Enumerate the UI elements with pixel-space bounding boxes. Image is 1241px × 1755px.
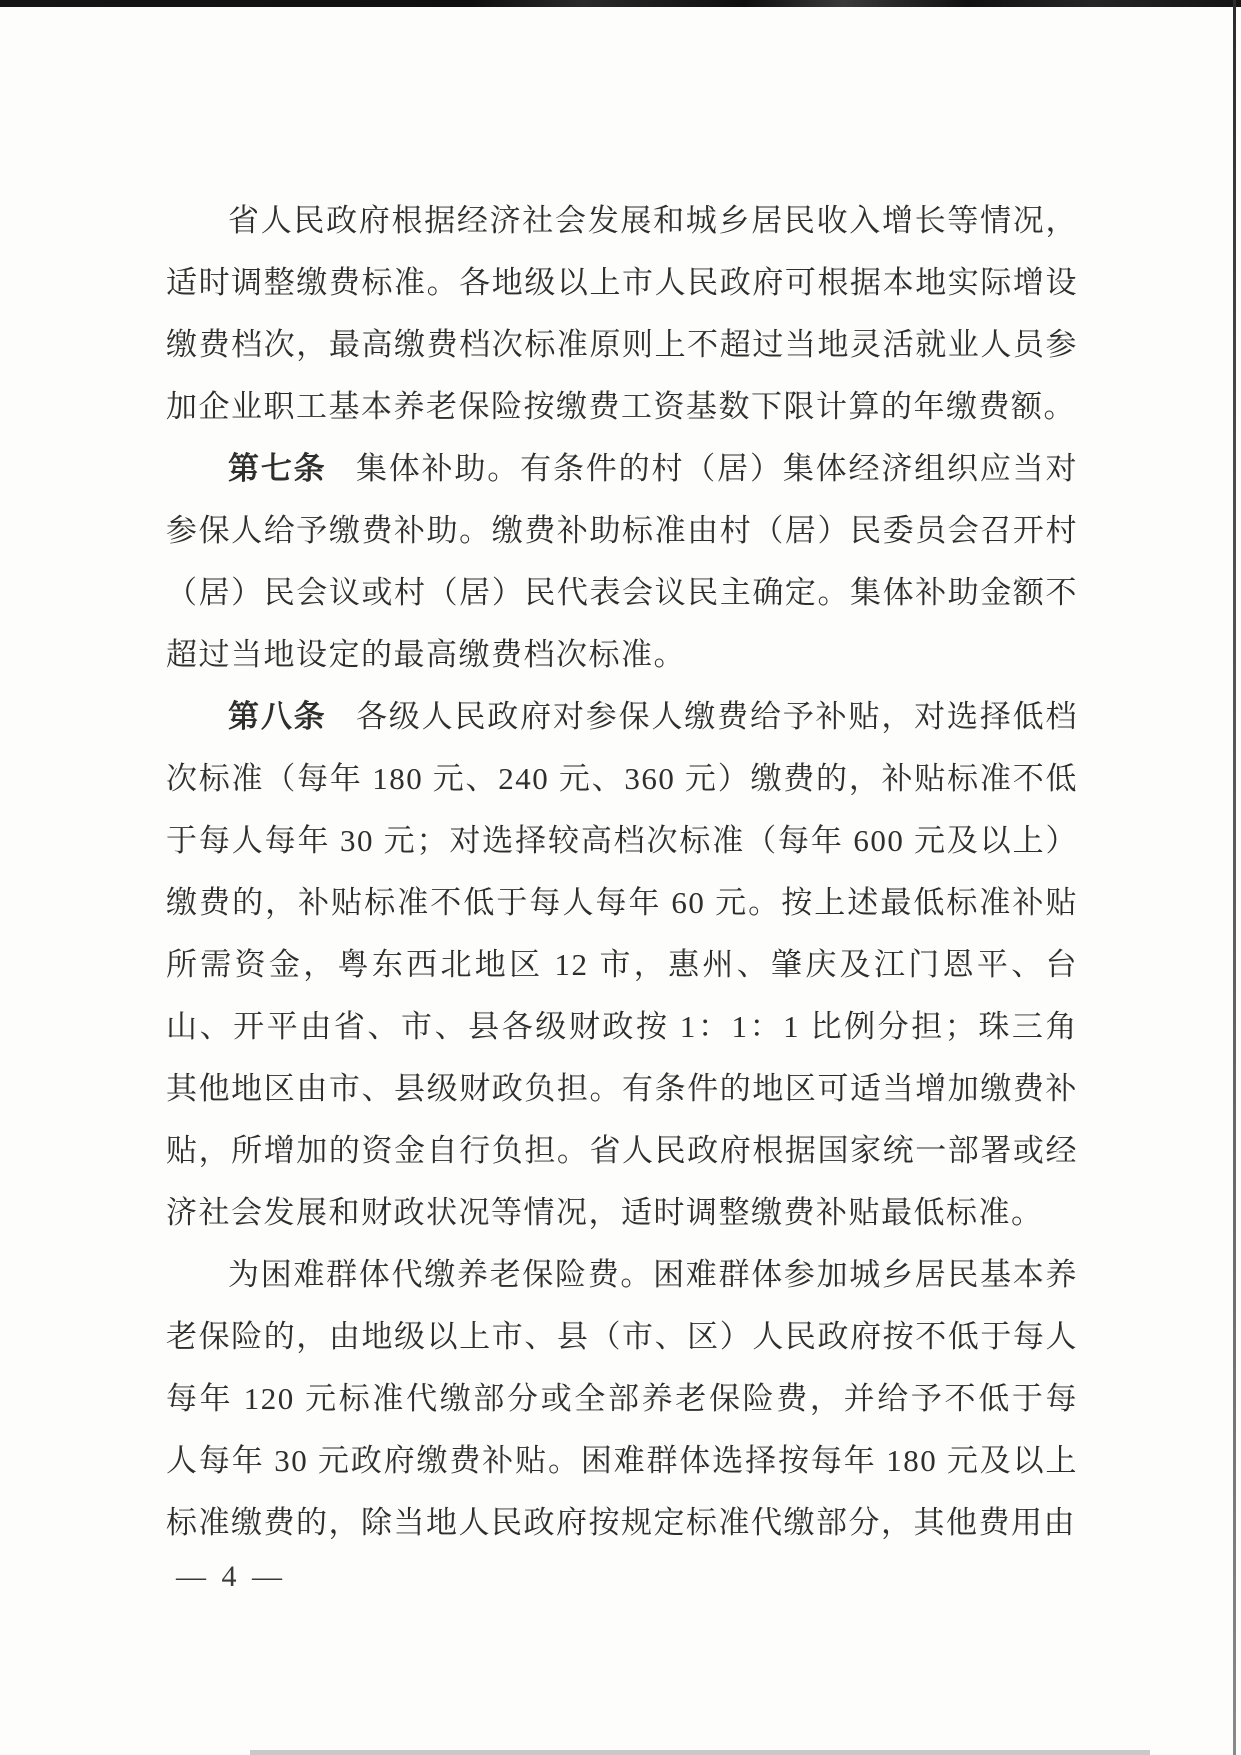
paragraph-text: 省人民政府根据经济社会发展和城乡居民收入增长等情况，适时调整缴费标准。各地级以上市人民政府可根据本地实际增设缴费档次，最高缴费档次标准原则上不超过当地灵活就业人员参加企业职工基本养老保险按缴费工资基数下限计算的年缴费额。 [166, 203, 1078, 424]
paragraph-article-7 [166, 438, 1078, 686]
article-8-label: 第八条 [228, 699, 327, 734]
paragraph-hardship-groups [166, 1244, 1078, 1554]
scan-edge-top [0, 0, 1241, 7]
paragraph-text: 各级人民政府对参保人缴费给予补贴，对选择低档次标准（每年 180 元、240 元、360 元）缴费的，补贴标准不低于每人每年 30 元；对选择较高档次标准（每年 600 元及以上）缴费的，补贴标准不低于每人每年 60 元。按上述最低标准补贴所需资金，粤东西北地区 12 市，惠州、肇庆及江门恩平、台山、开平由省、市、县各级财政按 1：1：1 比例分担；珠三角其他地区由市、县级财政负担。有条件的地区可适当增加缴费补贴，所增加的资金自行负担。省人民政府根据国家统一部署或经济社会发展和财政状况等情况，适时调整缴费补贴最低标准。 [166, 699, 1079, 1230]
article-7-label: 第七条 [228, 451, 327, 486]
page-number: — 4 — [176, 1560, 286, 1593]
paragraph-text: 为困难群体代缴养老保险费。困难群体参加城乡居民基本养老保险的，由地级以上市、县（市、区）人民政府按不低于每人每年 120 元标准代缴部分或全部养老保险费，并给予不低于每人每年 30 元政府缴费补贴。困难群体选择按每年 180 元及以上标准缴费的，除当地人民政府按规定标准代缴部分，其他费用由 [166, 1257, 1078, 1540]
paragraph-continuation [166, 190, 1078, 438]
paragraph-article-8 [166, 686, 1078, 1244]
scan-edge-bottom [250, 1750, 1150, 1755]
paragraph-text: 集体补助。有条件的村（居）集体经济组织应当对参保人给予缴费补助。缴费补助标准由村（居）民委员会召开村（居）民会议或村（居）民代表会议民主确定。集体补助金额不超过当地设定的最高缴费档次标准。 [166, 451, 1079, 672]
document-body [166, 190, 1078, 1554]
scan-edge-right [1233, 0, 1236, 1755]
